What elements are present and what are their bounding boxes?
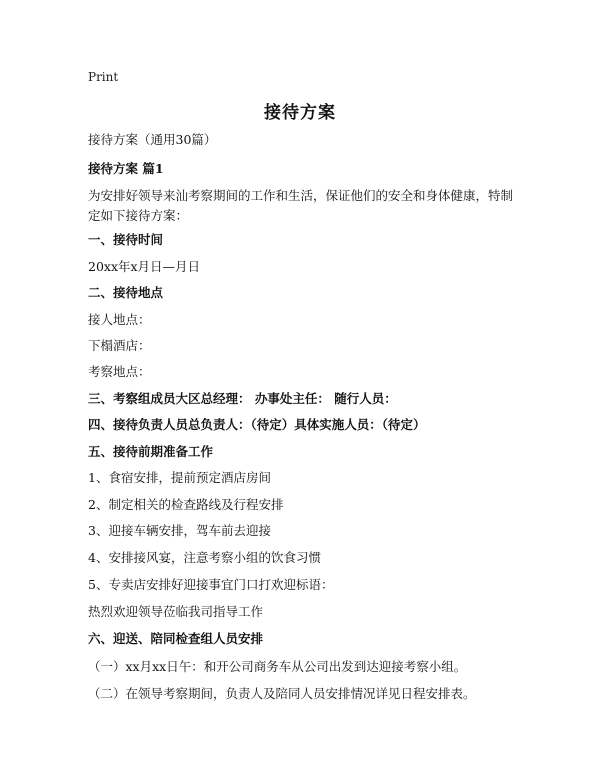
- section-3-heading: 三、考察组成员大区总经理： 办事处主任： 随行人员：: [88, 391, 397, 406]
- section-5-item-1: 1、食宿安排，提前预定酒店房间: [88, 470, 271, 485]
- section-1-text: 20xx年x月日—月日: [88, 259, 201, 274]
- section-5-item-4: 4、安排接风宴，注意考察小组的饮食习惯: [88, 550, 321, 565]
- section-5-item-3: 3、迎接车辆安排，驾车前去迎接: [88, 523, 271, 538]
- section-2-inspect: 考察地点：: [88, 364, 151, 379]
- section-4-heading: 四、接待负责人员总负责人：（待定）具体实施人员：（待定）: [88, 417, 426, 432]
- section-6-item-2: （二）在领导考察期间，负责人及陪同人员安排情况详见日程安排表。: [88, 686, 476, 701]
- section-6-heading: 六、迎送、陪同检查组人员安排: [88, 631, 264, 646]
- section-2-heading: 二、接待地点: [88, 285, 164, 300]
- section-2-hotel: 下榻酒店：: [88, 338, 151, 353]
- section-2-pickup: 接人地点：: [88, 312, 151, 327]
- document-title: 接待方案: [264, 103, 336, 123]
- intro-paragraph: 为安排好领导来汕考察期间的工作和生活，保证他们的安全和身体健康，特制定如下接待方案：: [88, 188, 514, 223]
- section-5-heading: 五、接待前期准备工作: [88, 444, 214, 459]
- print-label: Print: [88, 70, 119, 84]
- section-1-heading: 一、接待时间: [88, 232, 164, 247]
- section-5-slogan: 热烈欢迎领导莅临我司指导工作: [88, 604, 264, 619]
- section-5-item-2: 2、制定相关的检查路线及行程安排: [88, 497, 284, 512]
- section-6-item-1: （一）xx月xx日午：和开公司商务车从公司出发到达迎接考察小组。: [88, 659, 467, 674]
- section-5-item-5: 5、专卖店安排好迎接事宜门口打欢迎标语：: [88, 577, 334, 592]
- document-subtitle: 接待方案（通用30篇）: [88, 132, 217, 147]
- part-heading: 接待方案 篇1: [88, 161, 164, 176]
